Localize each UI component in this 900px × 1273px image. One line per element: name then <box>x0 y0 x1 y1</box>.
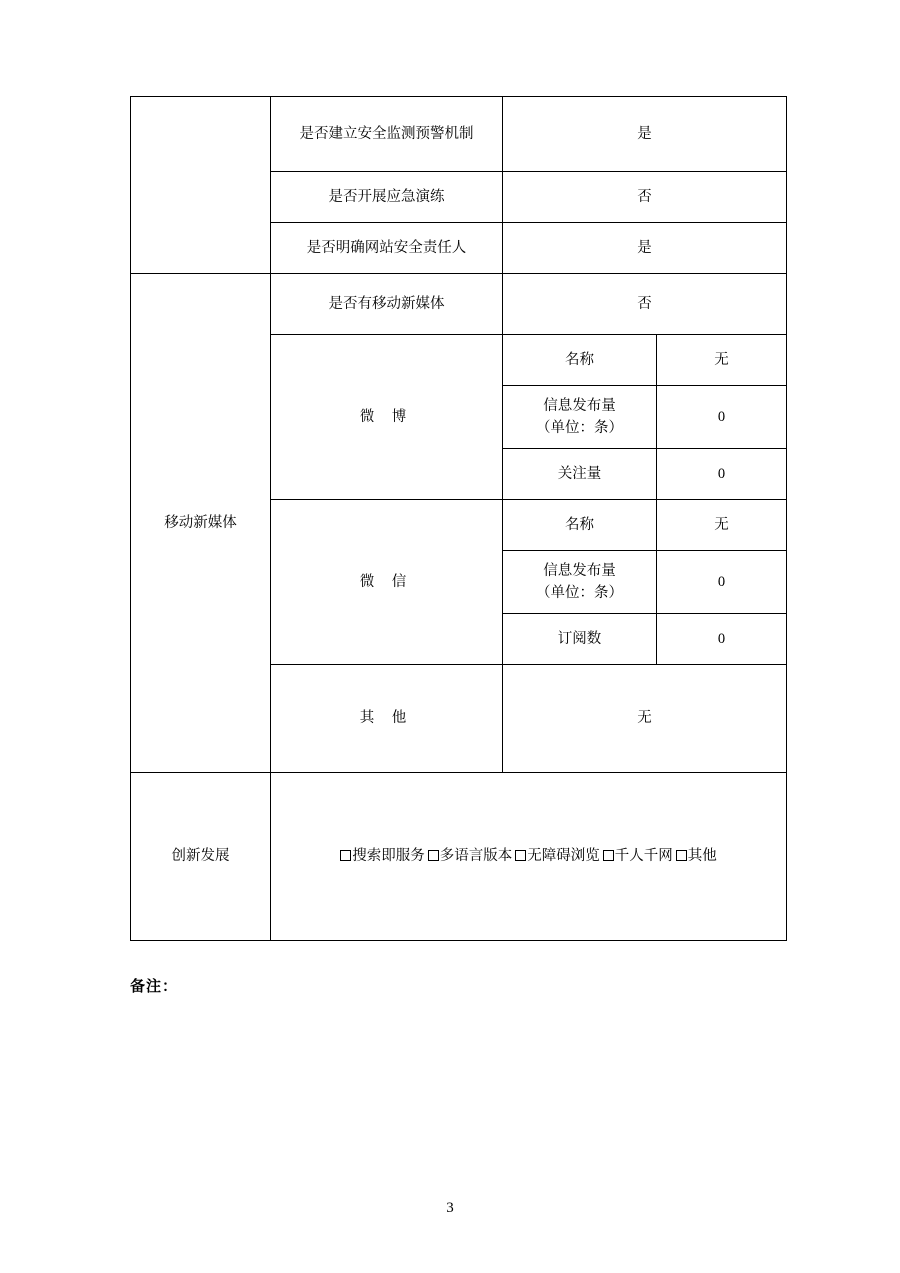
other-media-value: 无 <box>503 665 787 773</box>
table-row <box>131 274 787 335</box>
weibo-followers-label: 关注量 <box>503 449 657 500</box>
page-number: 3 <box>446 1200 454 1216</box>
security-question-2: 是否明确网站安全责任人 <box>271 223 503 274</box>
security-answer-1: 否 <box>503 172 787 223</box>
checkbox-personalized-web[interactable] <box>603 850 614 861</box>
innovation-section-label: 创新发展 <box>131 773 271 941</box>
table-row <box>131 97 787 172</box>
security-question-0: 是否建立安全监测预警机制 <box>271 97 503 172</box>
weixin-publish-count-label <box>503 551 657 614</box>
security-section-label <box>131 97 271 274</box>
innovation-option-0: 搜索即服务 <box>352 848 425 865</box>
innovation-options-list <box>275 845 782 867</box>
innovation-option-4: 其他 <box>687 848 717 865</box>
weixin-publish-count-line2: （单位：条） <box>536 585 623 601</box>
other-media-label: 其 他 <box>271 665 503 773</box>
weixin-publish-count-value: 0 <box>657 551 787 614</box>
checkbox-other[interactable] <box>676 850 687 861</box>
weibo-publish-count-line1: 信息发布量 <box>543 397 616 414</box>
innovation-option-1: 多语言版本 <box>439 848 513 865</box>
weixin-name-label: 名称 <box>503 500 657 551</box>
weibo-name-value: 无 <box>657 335 787 386</box>
checkbox-multilingual[interactable] <box>428 850 439 861</box>
security-answer-2: 是 <box>503 223 787 274</box>
security-answer-0: 是 <box>503 97 787 172</box>
remarks-label: 备注： <box>130 979 179 995</box>
checkbox-accessibility[interactable] <box>515 850 526 861</box>
innovation-option-3: 千人千网 <box>614 848 673 865</box>
innovation-options-cell <box>271 773 787 941</box>
checkbox-search-as-service[interactable] <box>340 850 351 861</box>
weixin-name-value: 无 <box>657 500 787 551</box>
report-table <box>130 96 787 941</box>
weibo-label: 微 博 <box>271 335 503 500</box>
weibo-publish-count-value: 0 <box>657 386 787 449</box>
weibo-publish-count-label <box>503 386 657 449</box>
weibo-publish-count-line2: （单位：条） <box>536 420 623 436</box>
innovation-option-2: 无障碍浏览 <box>527 848 600 865</box>
weibo-name-label: 名称 <box>503 335 657 386</box>
has-mobile-media-answer: 否 <box>503 274 787 335</box>
security-question-1: 是否开展应急演练 <box>271 172 503 223</box>
weixin-label: 微 信 <box>271 500 503 665</box>
weixin-subscribers-label: 订阅数 <box>503 614 657 665</box>
has-mobile-media-question: 是否有移动新媒体 <box>271 274 503 335</box>
table-row <box>131 773 787 941</box>
weibo-followers-value: 0 <box>657 449 787 500</box>
mobile-media-section-label: 移动新媒体 <box>131 274 271 773</box>
weixin-subscribers-value: 0 <box>657 614 787 665</box>
weixin-publish-count-line1: 信息发布量 <box>543 562 616 579</box>
